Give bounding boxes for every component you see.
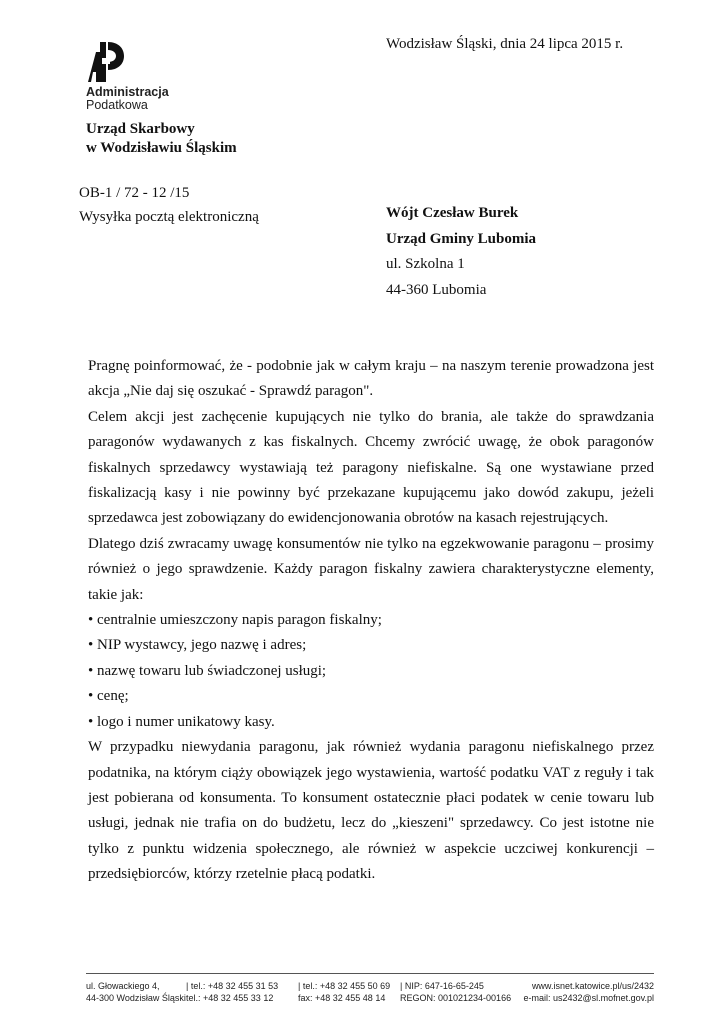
paragraph-intro: Pragnę poinformować, że - podobnie jak w całym kraju – na naszym terenie prowadzona jest akcja „Nie daj się oszukać - Sprawdź paragon".	[88, 358, 654, 400]
office-name: Urząd Skarbowy	[86, 121, 195, 137]
recipient-city: 44-360 Lubomia	[386, 281, 487, 298]
reference-number: OB-1 / 72 - 12 /15	[79, 185, 190, 201]
footer-address	[86, 980, 186, 1004]
footer-fax: fax: +48 32 455 48 14	[298, 993, 386, 1003]
bullet-item: • nazwę towaru lub świadczonej usługi;	[88, 662, 327, 679]
recipient-street: ul. Szkolna 1	[386, 256, 465, 272]
recipient-address	[386, 201, 536, 303]
footer-address-street: ul. Głowackiego 4,	[86, 981, 160, 991]
paragraph-conclusion: W przypadku niewydania paragonu, jak również wydania paragonu niefiskalnego przez podatnika, na którym ciąży obowiązek jego wystawienia, wartość podatku VAT z reguły i tak jest pobierana od konsumenta. To konsument ostatecznie płaci podatek w cenie towaru lub usługi, jednak nie trafia on do budżetu, lecz do „kieszeni" sprzedawcy. Co jest istotne nie tylko z punktu widzenia społecznego, ale również w aspekcie uczciwej konkurencji – przedsiębiorców, którzy rzetelnie płacą podatki.	[88, 739, 654, 883]
footer-phone-2: tel.: +48 32 455 33 12	[186, 993, 274, 1003]
footer-phone-fax	[298, 980, 390, 1004]
footer-phones	[186, 980, 278, 1004]
footer-divider	[86, 973, 654, 974]
paragraph-purpose: Celem akcji jest zachęcenie kupujących nie tylko do brania, ale także do sprawdzania paragonów wydawanych z kas fiskalnych. Chcemy zwrócić uwagę, że obok paragonów fiskalnych sprzedawcy wystawiają też paragony niefiskalne. Są one wystawiane przed fiskalizacją kasy i nie powinny być przekazane kupującemu jako dowód zakupu, jeżeli sprzedawca jest zobowiązany do ewidencjonowania obrotów na kasach rejestrujących.	[88, 408, 654, 527]
recipient-name: Wójt Czesław Burek	[386, 205, 519, 221]
reference-block	[79, 181, 259, 229]
ap-emblem-icon	[86, 40, 126, 84]
footer-regon: REGON: 001021234-00166	[400, 993, 512, 1003]
letter-body	[88, 354, 654, 888]
administracja-podatkowa-logo	[86, 40, 176, 84]
footer-ids	[400, 980, 511, 1004]
footer-nip: | NIP: 647-16-65-245	[400, 981, 484, 991]
paragraph-elements: Dlatego dziś zwracamy uwagę konsumentów nie tylko na egzekwowanie paragonu – prosimy również o jego sprawdzenie. Każdy paragon fiskalny zawiera charakterystyczne elementy, takie jak:	[88, 535, 654, 603]
footer-address-city: 44-300 Wodzisław Śląski	[86, 993, 186, 1003]
bullet-item: • centralnie umieszczony napis paragon fiskalny;	[88, 612, 382, 629]
footer-website-link[interactable]: www.isnet.katowice.pl/us/2432	[531, 981, 654, 991]
bullet-item: • logo i numer unikatowy kasy.	[88, 713, 275, 730]
footer-phone-3: | tel.: +48 32 455 50 69	[298, 981, 391, 991]
logo-text-line2: Podatkowa	[86, 98, 148, 112]
delivery-method: Wysyłka pocztą elektroniczną	[79, 209, 259, 225]
recipient-office: Urząd Gminy Lubomia	[386, 230, 537, 247]
bullet-item: • NIP wystawcy, jego nazwę i adres;	[88, 637, 307, 654]
bullet-item: • cenę;	[88, 688, 129, 705]
footer-email-link[interactable]: e-mail: us2432@sl.mofnet.gov.pl	[523, 993, 654, 1003]
logo-text-line1: Administracja	[86, 85, 169, 99]
footer-web	[520, 980, 654, 1004]
footer-phone-1: | tel.: +48 32 455 31 53	[186, 981, 279, 991]
office-location: w Wodzisławiu Śląskim	[86, 140, 237, 156]
issuing-office	[86, 120, 237, 158]
place-and-date: Wodzisław Śląski, dnia 24 lipca 2015 r.	[386, 36, 624, 52]
